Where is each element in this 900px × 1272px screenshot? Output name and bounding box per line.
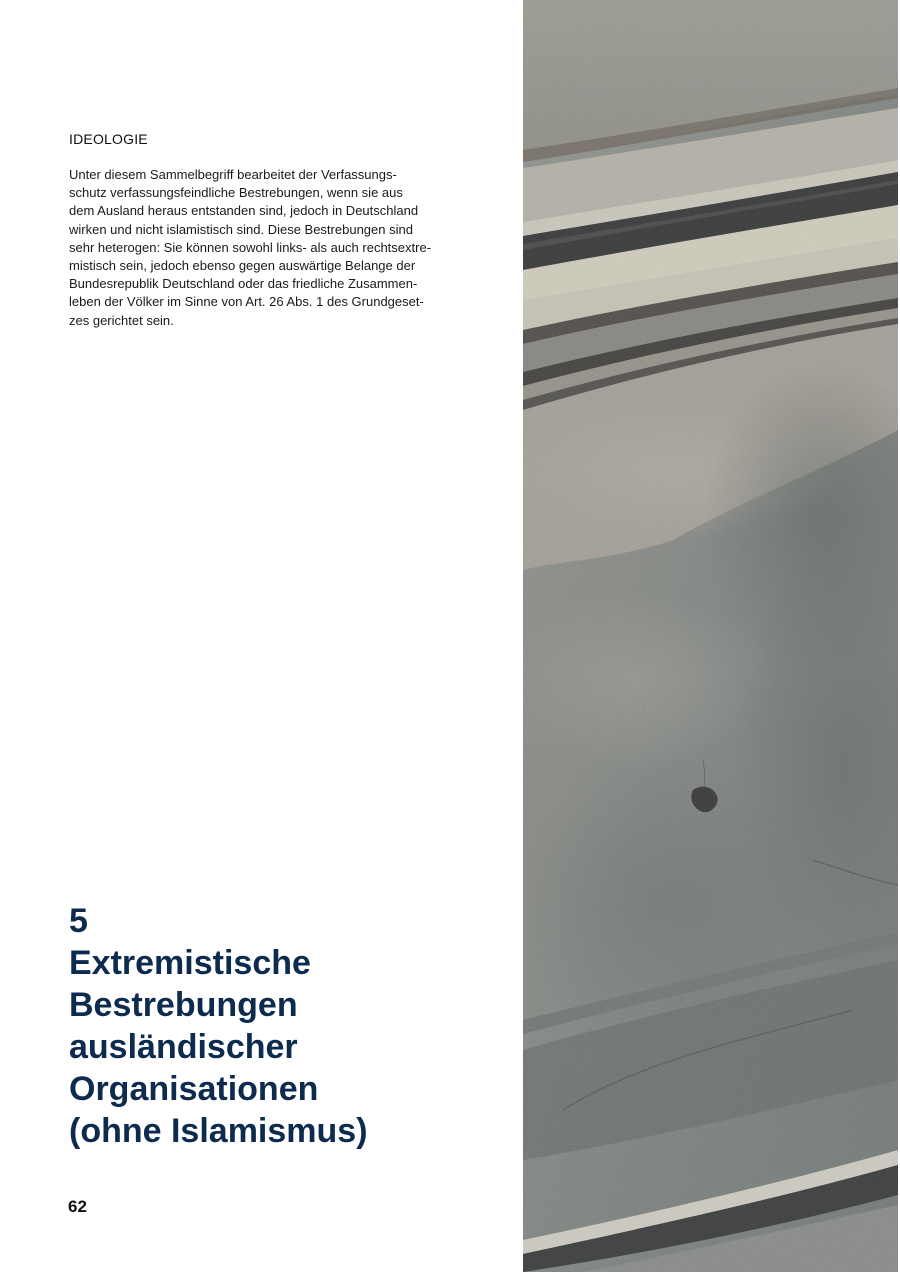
intro-line: Unter diesem Sammelbegriff bearbeitet der Verfassungs- xyxy=(69,167,397,182)
intro-line: zes gerichtet sein. xyxy=(69,312,174,328)
chapter-title xyxy=(69,942,368,1152)
intro-line: sehr heterogen: Sie können sowohl links- als auch rechtsextre- xyxy=(69,239,432,255)
chapter-title-line: Organisationen xyxy=(69,1070,319,1108)
intro-line: schutz verfassungsfeindliche Bestrebungen, wenn sie aus xyxy=(69,185,403,201)
intro-line: wirken und nicht islamistisch sind. Diese Bestrebungen sind xyxy=(69,221,413,237)
intro-line: leben der Völker im Sinne von Art. 26 Abs. 1 des Grundgeset- xyxy=(69,294,424,310)
chapter-title-line: ausländischer xyxy=(69,1028,298,1066)
intro-line: dem Ausland heraus entstanden sind, jedoch in Deutschland xyxy=(69,203,419,219)
intro-line: Bundesrepublik Deutschland oder das friedliche Zusammen- xyxy=(69,276,418,292)
intro-line: mistisch sein, jedoch ebenso gegen auswärtige Belange der xyxy=(69,258,416,274)
chapter-number: 5 xyxy=(69,902,88,940)
concrete-photo-image xyxy=(523,0,898,1272)
intro-paragraph xyxy=(69,166,447,330)
chapter-title-line: Bestrebungen xyxy=(69,986,298,1024)
chapter-title-line: (ohne Islamismus) xyxy=(69,1112,368,1150)
concrete-photo xyxy=(523,0,898,1272)
chapter-title-line: Extremistische xyxy=(69,944,311,982)
chapter-heading xyxy=(69,900,368,1152)
section-label: IDEOLOGIE xyxy=(69,131,148,147)
page-number: 62 xyxy=(68,1197,87,1216)
